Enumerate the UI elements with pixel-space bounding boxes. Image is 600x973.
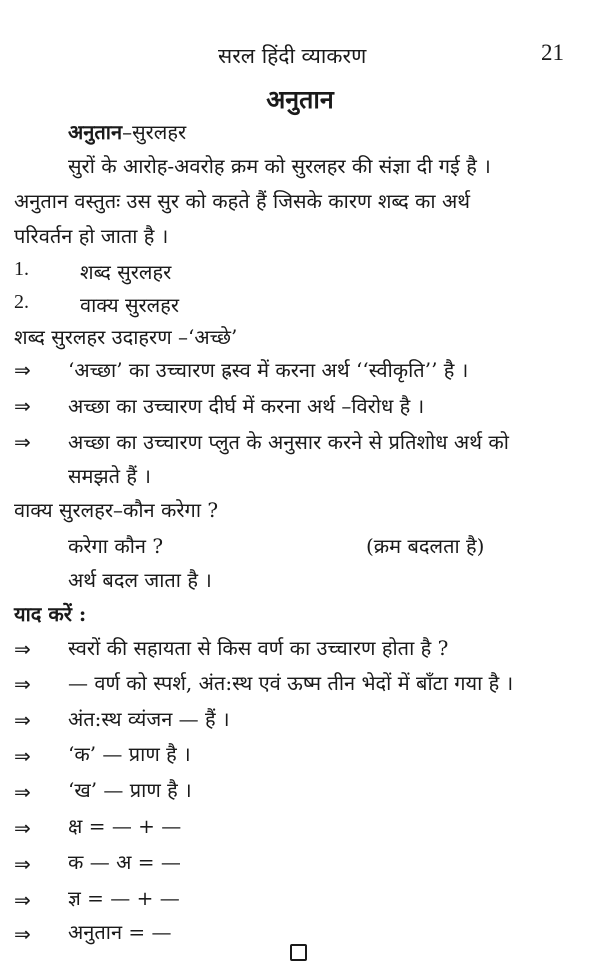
section-heading-rest: –सुरलहर (122, 120, 187, 144)
arrow-icon: ⇒ (14, 708, 31, 732)
remember-item: ‘क’ — प्राण है । (68, 742, 191, 766)
book-title: सरल हिंदी व्याकरण (218, 44, 367, 68)
example-heading: शब्द सुरलहर उदाहरण –‘अच्छे’ (14, 325, 238, 349)
chapter-title: अनुतान (266, 85, 334, 114)
arrow-icon: ⇒ (14, 780, 31, 804)
page-number: 21 (541, 40, 564, 65)
arrow-icon: ⇒ (14, 852, 31, 876)
paragraph-line: अनुतान वस्तुतः उस सुर को कहते हैं जिसके कारण शब्द का अर्थ (14, 189, 471, 213)
remember-item: — वर्ण को स्पर्श, अंत:स्थ एवं ऊष्म तीन भेदों में बाँटा गया है । (68, 671, 514, 695)
arrow-icon: ⇒ (14, 922, 31, 946)
example-line-continued: समझते हैं । (68, 464, 151, 488)
example-line: ‘अच्छा’ का उच्चारण ह्रस्व में करना अर्थ ‘‘स्वीकृति’’ है । (68, 358, 469, 382)
remember-item: ‘ख’ — प्राण है । (68, 778, 192, 802)
list-number: 2. (14, 291, 29, 313)
remember-heading: याद करें : (14, 602, 87, 626)
arrow-icon: ⇒ (14, 637, 31, 661)
remember-item: क — अ = — (68, 850, 181, 874)
arrow-icon: ⇒ (14, 430, 31, 454)
arrow-icon: ⇒ (14, 816, 31, 840)
sentence-note: (क्रम बदलता है) (366, 534, 485, 558)
list-number: 1. (14, 258, 29, 280)
paragraph-line: सुरों के आरोह-अवरोह क्रम को सुरलहर की संज्ञा दी गई है । (68, 154, 491, 178)
arrow-icon: ⇒ (14, 394, 31, 418)
section-heading-bold: अनुतान (68, 120, 123, 144)
sentence-example: करेगा कौन ? (68, 534, 164, 558)
remember-item: ज्ञ = — + — (68, 886, 180, 910)
remember-item: स्वरों की सहायता से किस वर्ण का उच्चारण होता है ? (68, 636, 449, 660)
sentence-heading: वाक्य सुरलहर–कौन करेगा ? (14, 498, 219, 522)
arrow-icon: ⇒ (14, 358, 31, 382)
remember-item: अनुतान = — (68, 920, 172, 944)
arrow-icon: ⇒ (14, 672, 31, 696)
square-icon (290, 944, 307, 961)
list-item: वाक्य सुरलहर (80, 293, 180, 317)
example-line: अच्छा का उच्चारण दीर्घ में करना अर्थ –विरोध है । (68, 394, 425, 418)
remember-item: अंत:स्थ व्यंजन — हैं । (68, 707, 230, 731)
remember-item: क्ष = — + — (68, 814, 182, 838)
example-line: अच्छा का उच्चारण प्लुत के अनुसार करने से प्रतिशोध अर्थ को (68, 430, 509, 454)
list-item: शब्द सुरलहर (80, 260, 172, 284)
arrow-icon: ⇒ (14, 888, 31, 912)
page-header (0, 42, 600, 72)
paragraph-line: परिवर्तन हो जाता है । (14, 224, 169, 248)
sentence-result: अर्थ बदल जाता है । (68, 568, 212, 592)
section-heading (68, 118, 186, 145)
arrow-icon: ⇒ (14, 744, 31, 768)
